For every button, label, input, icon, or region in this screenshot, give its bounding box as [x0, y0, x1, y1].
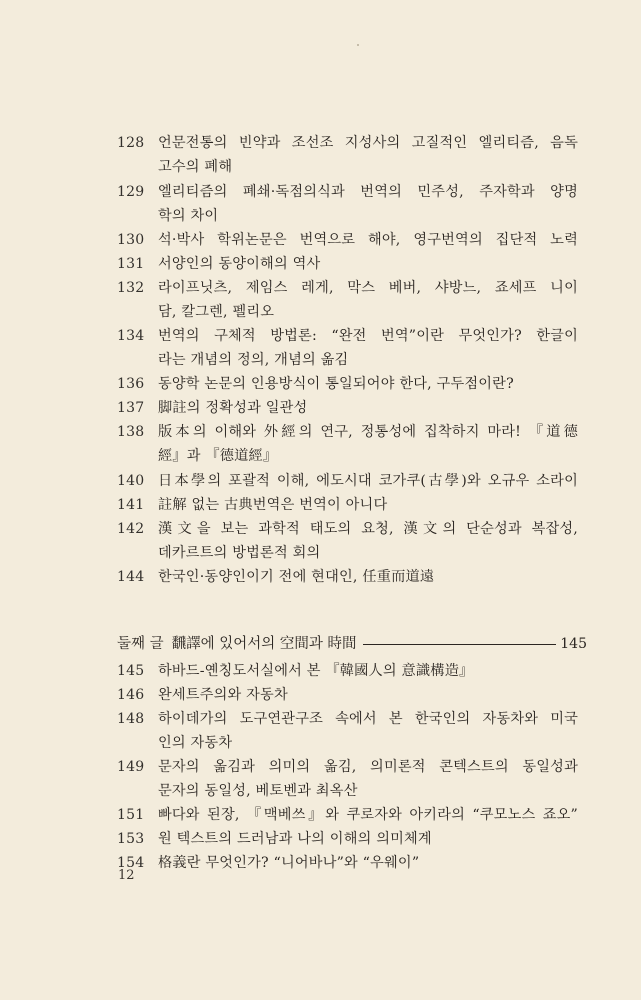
entry-line — [117, 659, 587, 683]
entry-text: 서양인의 동양이해의 역사 — [158, 256, 321, 272]
entry-text: 라이프닛츠, 제임스 레게, 막스 베버, 샤방느, 죠세프 니이 — [158, 280, 578, 296]
entry-page-number: 153 — [117, 831, 145, 847]
entry-line — [117, 683, 587, 707]
entry-page-number: 136 — [117, 376, 145, 392]
entry-page-number: 128 — [117, 135, 145, 151]
entry-line — [117, 493, 587, 517]
entry-text: 담, 칼그렌, 펠리오 — [158, 304, 275, 320]
entry-line — [117, 372, 587, 396]
toc-entry-141 — [117, 493, 587, 517]
entry-text: 라는 개념의 정의, 개념의 옮김 — [158, 352, 349, 368]
toc-entry-146 — [117, 683, 587, 707]
section-label: 둘째 글 — [117, 636, 164, 652]
toc-entry-142 — [117, 517, 587, 565]
entry-text: 번역의 구체적 방법론: “완전 번역”이란 무엇인가? 한글이 — [158, 328, 578, 344]
toc-entry-153 — [117, 827, 587, 851]
entry-line — [117, 396, 587, 420]
entry-page-number: 149 — [117, 759, 145, 775]
entry-page-number: 132 — [117, 280, 145, 296]
entry-page-number: 134 — [117, 328, 145, 344]
entry-page-number: 146 — [117, 687, 145, 703]
entry-line-continued — [117, 204, 587, 228]
entry-text: 빠다와 된장, 『맥베쓰』와 쿠로자와 아키라의 “쿠모노스 죠오” — [158, 807, 578, 823]
entry-text: 언문전통의 빈약과 조선조 지성사의 고질적인 엘리티즘, 음독 — [158, 135, 578, 151]
entry-text: 하바드-옌칭도서실에서 본 『韓國人의 意識構造』 — [158, 663, 474, 679]
entry-line-continued — [117, 300, 587, 324]
entry-page-number: 144 — [117, 569, 145, 585]
toc-entry-151 — [117, 803, 587, 827]
toc-entry-145 — [117, 659, 587, 683]
entry-line — [117, 180, 587, 204]
entry-page-number: 138 — [117, 424, 145, 440]
entry-line-continued — [117, 444, 587, 468]
entry-line — [117, 131, 587, 155]
entry-line — [117, 755, 587, 779]
entry-line — [117, 324, 587, 348]
toc-entry-128 — [117, 131, 587, 179]
entry-line — [117, 851, 587, 875]
entry-line — [117, 252, 587, 276]
entry-line — [117, 803, 587, 827]
entry-line-continued — [117, 348, 587, 372]
toc-entry-144 — [117, 565, 587, 589]
entry-line — [117, 469, 587, 493]
entry-page-number: 151 — [117, 807, 145, 823]
toc-entry-134 — [117, 324, 587, 372]
toc-entry-137 — [117, 396, 587, 420]
entry-page-number: 130 — [117, 232, 145, 248]
entry-text: 經』과 『德道經』 — [158, 448, 278, 464]
entry-line — [117, 707, 587, 731]
entry-line-continued — [117, 731, 587, 755]
entry-page-number: 145 — [117, 663, 145, 679]
toc-entry-130 — [117, 228, 587, 252]
entry-text: 註解 없는 古典번역은 번역이 아니다 — [158, 497, 388, 513]
entry-text: 문자의 옮김과 의미의 옮김, 의미론적 콘텍스트의 동일성과 — [158, 759, 578, 775]
toc-entry-149 — [117, 755, 587, 803]
entry-page-number: 141 — [117, 497, 145, 513]
toc-entry-129 — [117, 180, 587, 228]
entry-line — [117, 517, 587, 541]
entry-line-continued — [117, 155, 587, 179]
entry-text: 석·박사 학위논문은 번역으로 해야, 영구번역의 집단적 노력 — [158, 232, 578, 248]
leader-rule — [363, 644, 557, 645]
toc-entry-131 — [117, 252, 587, 276]
entry-text: 漢文을 보는 과학적 태도의 요청, 漢文의 단순성과 복잡성, — [158, 521, 578, 537]
entry-page-number: 154 — [117, 855, 145, 871]
entry-page-number: 131 — [117, 256, 145, 272]
entry-text: 日本學의 포괄적 이해, 에도시대 코가쿠(古學)와 오규우 소라이 — [158, 473, 578, 489]
entry-text: 데카르트의 방법론적 회의 — [158, 545, 321, 561]
toc-entry-148 — [117, 707, 587, 755]
entry-line — [117, 276, 587, 300]
entry-page-number: 142 — [117, 521, 145, 537]
entry-line — [117, 228, 587, 252]
entry-page-number: 137 — [117, 400, 145, 416]
section-title: 飜譯에 있어서의 空間과 時間 — [171, 636, 357, 652]
entry-page-number: 148 — [117, 711, 145, 727]
toc-entry-138 — [117, 420, 587, 468]
entry-text: 학의 차이 — [158, 208, 219, 224]
entry-page-number: 129 — [117, 184, 145, 200]
folio-page-number: 12 — [118, 868, 135, 883]
entry-line-continued — [117, 541, 587, 565]
toc-entry-132 — [117, 276, 587, 324]
entry-text: 엘리티즘의 폐쇄·독점의식과 번역의 민주성, 주자학과 양명 — [158, 184, 578, 200]
entry-text: 문자의 동일성, 베토벤과 최옥산 — [158, 783, 358, 799]
entry-page-number: 140 — [117, 473, 145, 489]
entry-line — [117, 565, 587, 589]
entry-text: 인의 자동차 — [158, 735, 233, 751]
entry-text: 하이데가의 도구연관구조 속에서 본 한국인의 자동차와 미국 — [158, 711, 578, 727]
section-page-number: 145 — [560, 636, 587, 652]
entry-text: 동양학 논문의 인용방식이 통일되어야 한다, 구두점이란? — [158, 376, 514, 392]
entry-text: 원 텍스트의 드러남과 나의 이해의 의미체계 — [158, 831, 432, 847]
entry-text: 한국인·동양인이기 전에 현대인, 任重而道遠 — [158, 569, 435, 585]
entry-text: 고수의 폐해 — [158, 159, 233, 175]
entry-text: 格義란 무엇인가? “니어바나”와 “우웨이” — [158, 855, 420, 871]
entry-line — [117, 420, 587, 444]
toc-entry-154 — [117, 851, 587, 875]
paper-speck — [357, 44, 359, 46]
toc-entry-136 — [117, 372, 587, 396]
toc-entry-140 — [117, 469, 587, 493]
entry-line — [117, 827, 587, 851]
entry-text: 脚註의 정확성과 일관성 — [158, 400, 308, 416]
entry-text: 版本의 이해와 外經의 연구, 정통성에 집착하지 마라! 『道德 — [158, 424, 578, 440]
entry-text: 완세트주의와 자동차 — [158, 687, 288, 703]
section-heading — [117, 631, 587, 657]
entry-line-continued — [117, 779, 587, 803]
